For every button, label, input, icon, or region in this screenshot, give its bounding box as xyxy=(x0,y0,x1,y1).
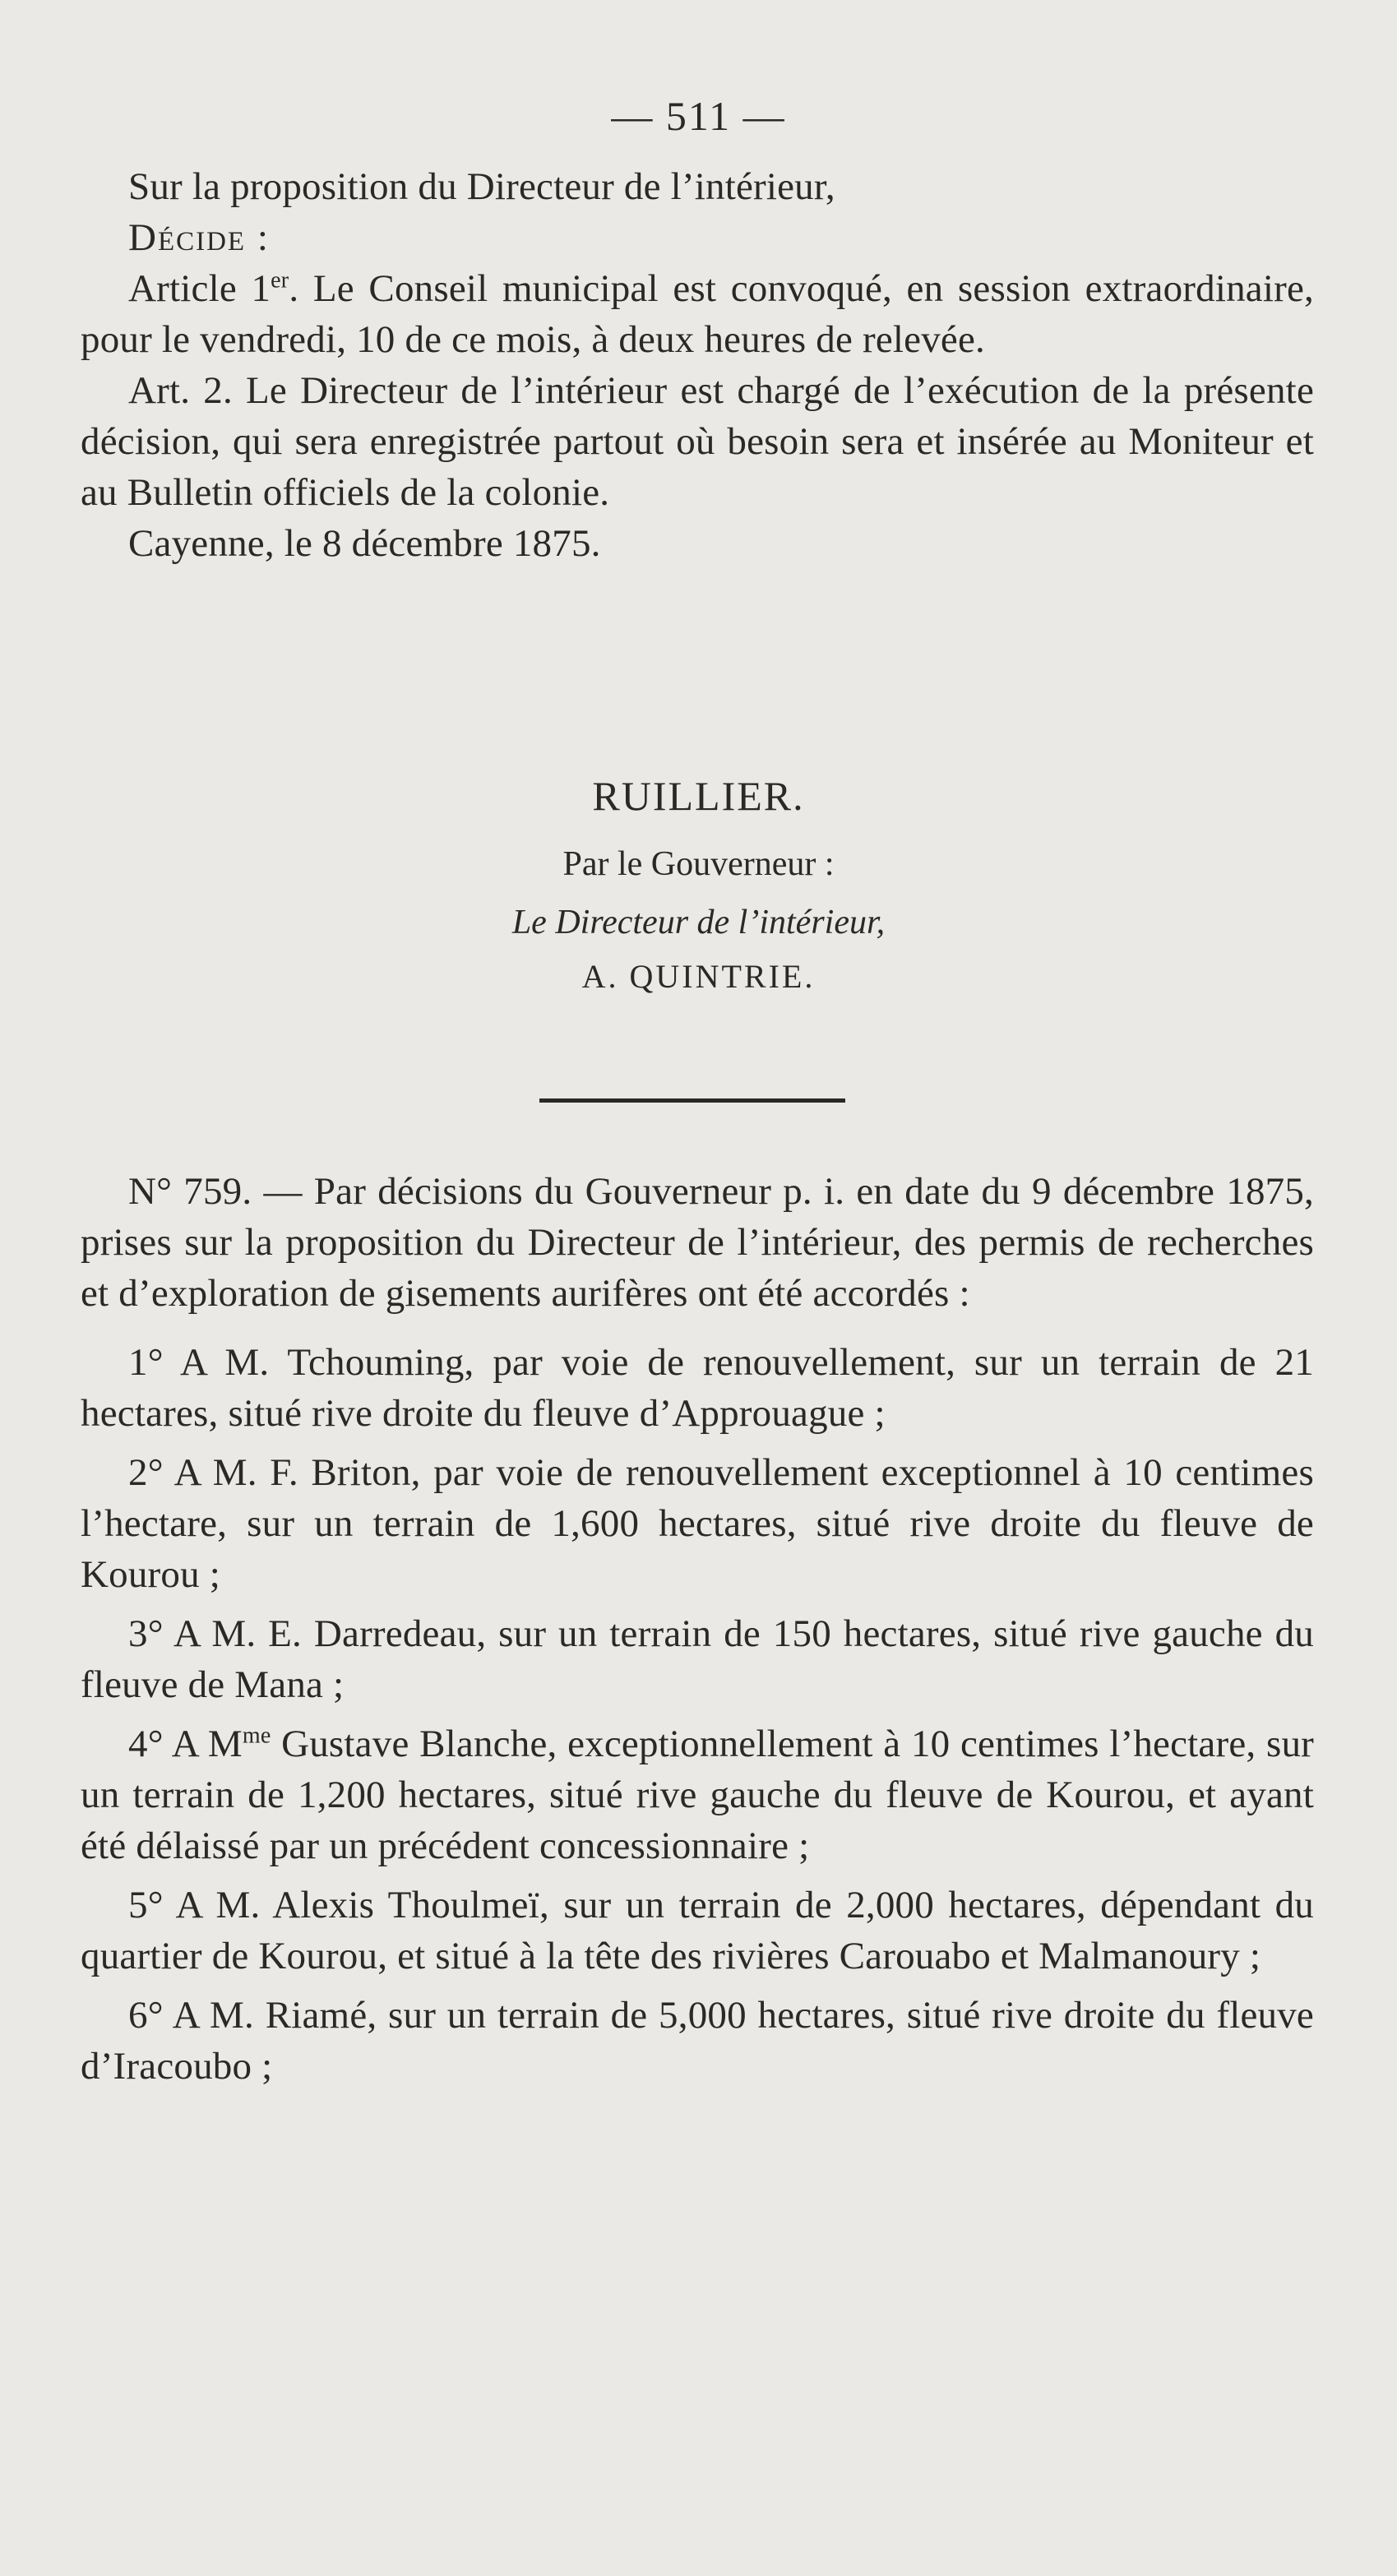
list-item: 5° A M. Alexis Thoulmeï, sur un terrain de 2,000 hectares, dépendant du quartier de Kourou, et situé à la tête des rivières Carouabo et Malmanoury ; xyxy=(81,1884,1314,1977)
article-1-superscript: er xyxy=(271,267,289,294)
date-line: Cayenne, le 8 décembre 1875. xyxy=(128,522,601,565)
notice-759 xyxy=(81,1166,1314,2092)
list-item: 2° A M. F. Briton, par voie de renouvellement exceptionnel à 10 centimes l’hectare, sur un terrain de 1,600 hectares, situé rive droite du fleuve de Kourou ; xyxy=(81,1451,1314,1596)
article-1-text: . Le Conseil municipal est convoqué, en session extraordinaire, pour le vendredi, 10 de ce mois, à deux heures de relevée. xyxy=(81,267,1314,361)
article-1-label: Article 1 xyxy=(128,267,271,310)
list-item-superscript: me xyxy=(242,1723,271,1749)
signature-director: A. QUINTRIE. xyxy=(581,958,816,995)
list-item-text: Gustave Blanche, exceptionnellement à 10 centimes l’hectare, sur un terrain de 1,200 hectares, situé rive gauche du fleuve de Kourou, et ayant été délaissé par un précédent concessionnaire ; xyxy=(81,1723,1314,1867)
page-number: — 511 — xyxy=(611,93,786,139)
signature-par-le-gouverneur: Par le Gouverneur : xyxy=(562,845,835,883)
signature-role: Le Directeur de l’intérieur, xyxy=(511,904,886,941)
decide-heading: Décide : xyxy=(128,216,270,259)
list-item: 1° A M. Tchouming, par voie de renouvellement, sur un terrain de 21 hectares, situé rive droite du fleuve d’Approuague ; xyxy=(81,1341,1314,1435)
decision-text-upper xyxy=(81,161,1314,569)
intro-paragraph: Sur la proposition du Directeur de l’intérieur, xyxy=(128,165,835,208)
article-1-paragraph xyxy=(81,263,1314,365)
list-item: 6° A M. Riamé, sur un terrain de 5,000 hectares, situé rive droite du fleuve d’Iracoubo ; xyxy=(81,1994,1314,2088)
notice-759-paragraph: N° 759. — Par décisions du Gouverneur p. i. en date du 9 décembre 1875, prises sur la proposition du Directeur de l’intérieur, des permis de recherches et d’exploration de gisements aurifères ont été accordés : xyxy=(81,1170,1314,1315)
list-item-prefix: 4° A M xyxy=(128,1723,243,1765)
list-item: 3° A M. E. Darredeau, sur un terrain de 150 hectares, situé rive gauche du fleuve de Mana ; xyxy=(81,1612,1314,1706)
list-item xyxy=(81,1718,1314,1871)
article-2-paragraph: Art. 2. Le Directeur de l’intérieur est chargé de l’exécution de la présente décision, qui sera enregistrée partout où besoin sera et insérée au Moniteur et au Bulletin officiels de la colonie. xyxy=(81,369,1314,514)
section-divider xyxy=(539,1098,845,1103)
signature-name: RUILLIER. xyxy=(592,773,805,819)
signature-block xyxy=(0,769,1397,1004)
